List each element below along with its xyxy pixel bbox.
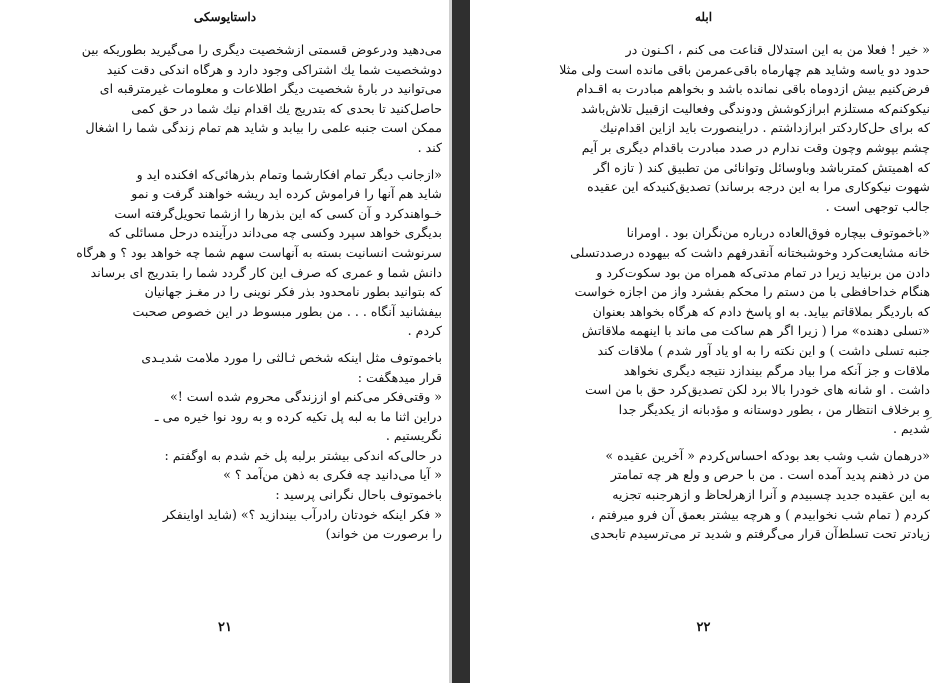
text-line: که باردیگر بملاقاتم بیاید. به او پاسخ دادم که هرگاه بخواهد بعنوان: [592, 303, 930, 319]
right-page-text: [506, 40, 930, 544]
text-line: چشم بپوشم وچون وقت ندارم در صدد مبادرت باقدام دیگری بر آیم: [581, 139, 930, 155]
text-line: نگریستیم .: [385, 428, 442, 444]
paragraph-gap: [506, 439, 930, 446]
text-line: « خیر ! فعلا من به این استدلال قناعت می کنم ، اکـنون در: [625, 42, 930, 57]
text-line: قرار میدهگفت :: [357, 369, 442, 385]
text-line: نیکوکنم‌که مستلزم ابرازکوشش ودوندگی وفعالیت ازقبیل تلاش‌باشد: [580, 100, 930, 116]
text-line: به این عقیده جدید چسبیدم و آنرا ازهرلحاظ و ازهرجنبه تجزیه: [612, 487, 930, 503]
text-line: باخموتوف مثل اینکه شخص ثـالثی را مورد ملامت شدیـدی: [141, 349, 442, 365]
text-line: بیفشانید آنگاه . . . من بطور مبسوط در این خصوص صحبت: [132, 303, 442, 319]
text-line: می‌توانید در بارهٔ شخصیت دیگر اطلاعات و معلومات غیرمترقبه ای: [99, 81, 442, 97]
text-line: «تسلی دهنده» مرا ( زیرا اگر هم ساکت می ماند با اینهمه ملاقاتش: [581, 323, 930, 339]
paragraph-gap: [10, 341, 442, 348]
text-line: که اهمیتش کمترباشد وباوسائل وتوانائی من تطبیق کند ( تازه اگر: [593, 159, 930, 175]
text-line: دوشخصیت شما یك اشتراکی وجود دارد و هرگاه اندکی دقت کنید: [106, 61, 442, 77]
text-line: جنبه تسلی داشت ) و این نکته را به او یاد آور شدم ) ملاقات کند: [597, 342, 930, 358]
text-line: و برخلاف انتظار من ، بطور دوستانه و مؤدبانه از یکدیگر جدا: [618, 401, 930, 417]
text-line: باخموتوف باحال نگرانی پرسید :: [275, 487, 442, 503]
text-line: شاید هم آنها را فراموش کرده اید ریشه خواهند گرفت و نمو: [131, 186, 442, 202]
running-header-left: داستایوسکی: [193, 10, 257, 24]
text-line: دانش شما و عمری که صرف این کار گردد شما را بتدریج ای برساند: [90, 264, 442, 280]
text-line: بدیگری خواهد سپرد وکسی چه می‌داند درآینده درحل مسائلی که: [108, 225, 442, 241]
text-line: کردم ( تمام شب نخوابیدم ) و هرچه بیشتر بعمق آن فرو میرفتم ،: [590, 506, 930, 522]
running-header-right: ابله: [694, 10, 713, 24]
text-line: ملاقات و جز آنکه مرا بیاد مرگم بیندازد نتیجه دیگری نخواهد: [623, 362, 930, 378]
paragraph-gap: [10, 158, 442, 165]
text-line: زیادتر تحت تسلط‌آن قرار می‌گرفتم و شدید تر می‌ترسیدم تابحدی: [590, 526, 930, 542]
text-line: می‌دهید ودرعوض قسمتی ازشخصیت دیگری را می‌گیرید بطوریکه بین: [81, 42, 442, 57]
text-line: «درهمان شب وشب بعد بودکه احساس‌کردم « آخرین عقیده »: [605, 447, 930, 463]
left-page: [0, 0, 450, 683]
text-line: داشت . او شانه های خودرا بالا برد لکن تصدیق‌کرد حق با من است: [584, 382, 930, 398]
text-line: حاصل‌کنید تا بحدی که بتدریج یك اقدام نیك شما در حق کمی: [131, 100, 442, 116]
text-line: هنگام خداحافظی با من دستم را محکم بفشرد واز من اجازه خواست: [574, 284, 930, 300]
text-line: «باخموتوف بیچاره فوق‌العاده درباره من‌نگران بود . اومرانا: [626, 225, 930, 241]
text-line: فرض‌کنیم بیش ازدوماه باقی نمانده باشد و بخواهم مبادرت به اقـدام: [576, 81, 930, 97]
text-line: شهوت نیکوکاری مرا به این درجه برساند) تصدیق‌کنیدکه این عقیده: [587, 179, 930, 195]
page-number-left: ۲۱: [218, 620, 232, 635]
text-line: که برای حل‌کاردکتر ابرازداشتم . دراینصورت باید ازاین اقدام‌نیك: [599, 120, 930, 136]
left-page-text: [10, 40, 442, 544]
text-line: جالب توجهی است .: [825, 198, 930, 214]
text-line: «ازجانب دیگر تمام افکارشما وتمام بذرهائی‌که افکنده اید و: [136, 166, 442, 182]
right-page: [470, 0, 937, 683]
text-line: دادن من برنیاید زیرا در تمام مدتی‌که همراه من بود سکوت‌کرد و: [596, 264, 930, 280]
book-gutter: [452, 0, 470, 683]
page-number-right: ۲۲: [696, 620, 711, 635]
text-line: کردم .: [407, 323, 442, 339]
text-line: که بتوانید بطور نامحدود بذر فکر نوینی را در مغـز جهانیان: [144, 284, 442, 300]
text-line: « وقتی‌فکر می‌کنم او اززندگی محروم شده است !»: [170, 389, 442, 405]
text-line: شدیم .: [892, 421, 930, 437]
text-line: دراین اثنا ما به لبه پل تکیه کرده و به رود نوا خیره می ـ: [154, 408, 442, 424]
text-line: خانه مشایعت‌کرد وخوشبختانه آنقدرفهم داشت که بیهوده درصددتسلی: [570, 244, 930, 260]
paragraph-gap: [506, 216, 930, 223]
text-line: در حالی‌که اندکی بیشتر برلبه پل خم شدم به اوگفتم :: [164, 447, 442, 463]
text-line: « آیا می‌دانید چه فکری به ذهن من‌آمد ؟ »: [223, 467, 442, 483]
text-line: خـواهندکرد و آن کسی که این بذرها را ازشما تحویل‌گرفته است: [114, 205, 442, 221]
text-line: « فکر اینکه خودتان رادرآب بیندازید ؟» (شاید اواینفکر: [162, 506, 442, 522]
text-line: من در ذهنم پدید آمده است . من با حرص و ولع هر چه تمامتر: [610, 467, 930, 483]
text-line: کند .: [417, 139, 442, 155]
text-line: ممکن است جنبه علمی را بیابد و شاید هم تمام زندگی شما را اشغال: [85, 120, 442, 136]
text-line: حدود دو یاسه وشاید هم چهارماه باقی‌عمرمن باقی مانده است ولی مثلا: [559, 61, 930, 77]
text-line: سرنوشت انسانیت بسته به آنهاست سهم شما چه خواهد بود ؟ و هرگاه: [76, 244, 442, 260]
text-line: را برصورت من خواند): [325, 526, 442, 542]
